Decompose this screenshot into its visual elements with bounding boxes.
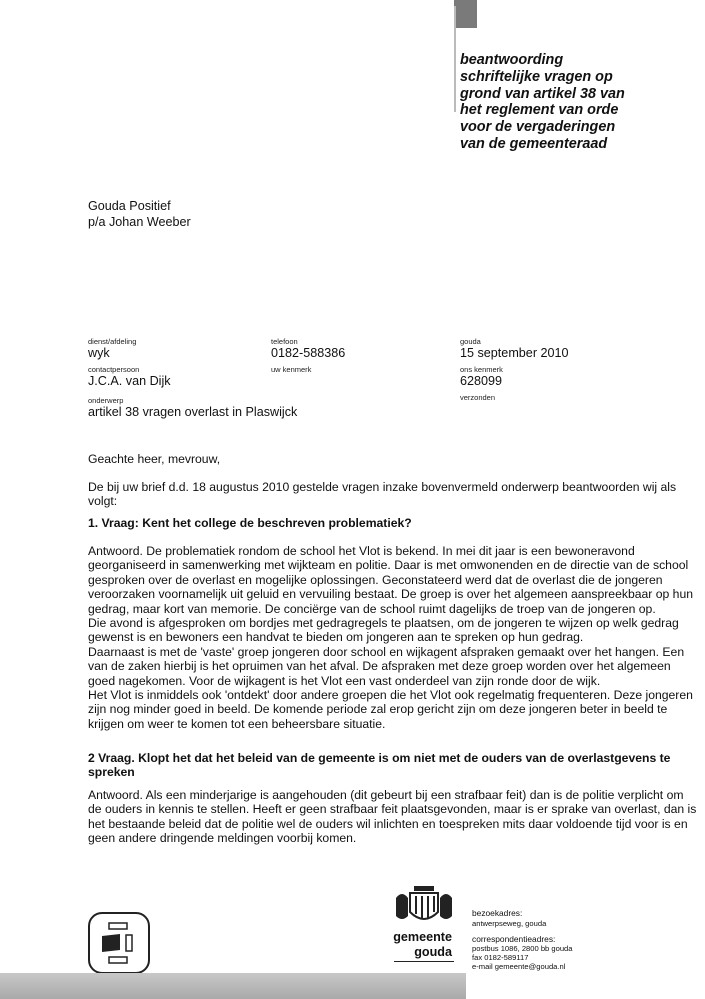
telefoon-value: 0182-588386	[271, 346, 346, 360]
meta-uw-kenmerk	[271, 365, 441, 374]
bezoekadres-value: antwerpseweg, gouda	[472, 918, 547, 928]
gouda-coat-of-arms-icon	[394, 886, 454, 928]
meta-verzonden	[460, 393, 660, 402]
contact-value: J.C.A. van Dijk	[88, 374, 171, 388]
date-value: 15 september 2010	[460, 346, 569, 360]
correspondentie-value: postbus 1086, 2800 bb gouda	[472, 944, 573, 954]
dienst-label: dienst/afdeling	[88, 337, 137, 346]
document-logo-icon	[88, 912, 150, 974]
uw-kenmerk-label: uw kenmerk	[271, 365, 312, 374]
answer-1-paragraph-2: Die avond is afgesproken om bordjes met gedragregels te plaatsen, om de jongeren te wijzen op welk gedrag gewenst is en bewoners een handvat te bieden om jongeren aan te spreken op hun gedrag.	[88, 616, 679, 645]
telefoon-label: telefoon	[271, 337, 298, 346]
meta-contact	[88, 365, 258, 388]
ons-kenmerk-value: 628099	[460, 374, 503, 388]
answer-1-paragraph-4: Het Vlot is inmiddels ook 'ontdekt' door andere groepen die het Vlot ook regelmatig frequenteren. Deze jongeren zijn nog minder goed in beeld. De komende periode zal erop gericht zijn om deze jongeren beter in beeld te krijgen om weer te komen tot een beheersbare situatie.	[88, 688, 693, 731]
name-underline	[394, 961, 454, 962]
email-address: e-mail gemeente@gouda.nl	[472, 962, 566, 972]
footer-bar	[0, 973, 466, 999]
correspondentie-label: correspondentieadres:	[472, 933, 556, 944]
onderwerp-label: onderwerp	[88, 396, 124, 405]
question-2-answer: Antwoord. Als een minderjarige is aangehouden (dit gebeurt bij een strafbaar feit) dan is de politie verplicht om de ouders in kennis te stellen. Heeft er geen strafbaar feit plaatsgevonden, maar is er sprake van overlast, dan is het bestaande beleid dat de politie wel de ouders wil inlichten en toespreken mits daar voldoende tijd voor is en geen andere dringende meldingen voorbij komen.	[88, 788, 697, 846]
address-block	[472, 909, 692, 971]
meta-dienst	[88, 337, 258, 360]
meta-onderwerp	[88, 396, 448, 419]
intro-paragraph: De bij uw brief d.d. 18 augustus 2010 gestelde vragen inzake bovenvermeld onderwerp beantwoorden wij als volgt:	[88, 480, 677, 509]
answer-1-paragraph-3: Daarnaast is met de 'vaste' groep jongeren door school en wijkagent afspraken gemaakt over het hangen. Een van de zaken hierbij is het opruimen van het afval. De afspraken met deze groep worden over het algemeen goed nagekomen. Voor de wijkagent is het Vlot een vast onderdeel van zijn ronde door de wijk.	[88, 644, 685, 688]
meta-telefoon	[271, 337, 441, 360]
verzonden-label: verzonden	[460, 393, 496, 402]
salutation: Geachte heer, mevrouw,	[88, 452, 221, 466]
meta-gouda	[460, 337, 660, 360]
meta-ons-kenmerk	[460, 365, 660, 388]
recipient-address: Gouda Positief p/a Johan Weeber	[88, 199, 191, 229]
gemeente-name: gemeente gouda	[393, 930, 452, 959]
question-2-heading: 2 Vraag. Klopt het dat het beleid van de gemeente is om niet met de ouders van de overlastgevens te spreken	[88, 751, 671, 780]
bezoekadres-label: bezoekadres:	[472, 908, 523, 918]
corner-mark	[454, 0, 477, 28]
onderwerp-value: artikel 38 vragen overlast in Plaswijck	[88, 405, 298, 419]
fax-number: fax 0182-589117	[472, 953, 529, 963]
dienst-value: wyk	[88, 346, 110, 360]
gouda-label: gouda	[460, 337, 481, 346]
question-1-answer	[88, 544, 698, 731]
document-title: beantwoording schriftelijke vragen op grond van artikel 38 van het reglement van orde voor de vergaderingen van de gemeenteraad	[460, 52, 625, 152]
ons-kenmerk-label: ons kenmerk	[460, 365, 503, 374]
header-rule	[454, 6, 456, 112]
question-1-heading: 1. Vraag: Kent het college de beschreven problematiek?	[88, 516, 412, 530]
contact-label: contactpersoon	[88, 365, 140, 374]
answer-1-paragraph-1: Antwoord. De problematiek rondom de school het Vlot is bekend. In mei dit jaar is een bewoneravond georganiseerd in samenwerking met wijkteam en politie. Daar is met omwonenden en de directie van de school gesproken over de overlast en mogelijke oplossingen. Geconstateerd werd dat de overlast die de jongeren veroorzaken voornamelijk uit geluid en vervuiling bestaat. De groep is over het algemeen aanspreekbaar op hun gedrag, maar kort van memorie. De conciërge van de school ruimt dagelijks de troep van de jongeren op.	[88, 544, 694, 616]
